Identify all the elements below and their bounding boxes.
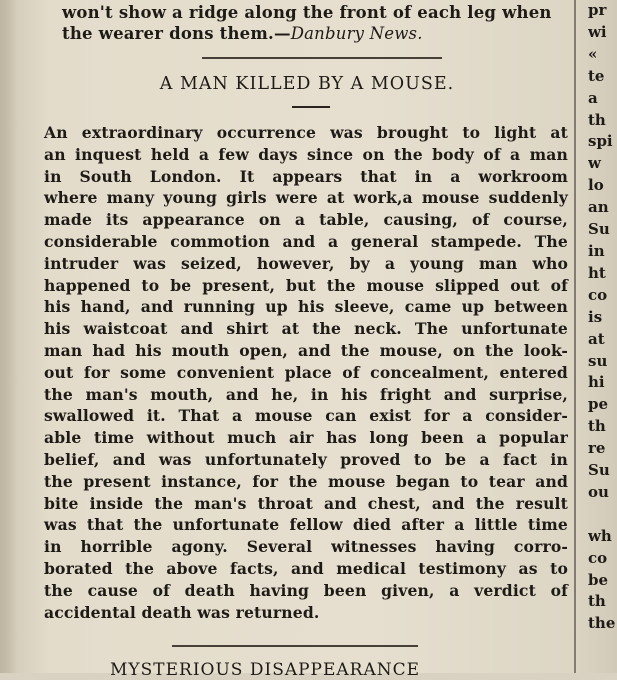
article-line: man had his mouth open, and the mouse, on the look-	[44, 340, 568, 360]
adjacent-column-fragment: is	[588, 307, 603, 326]
adjacent-column-fragment	[588, 504, 617, 526]
previous-article-end	[62, 2, 567, 44]
article-line: where many young girls were at work,a mouse suddenly	[44, 188, 568, 208]
adjacent-column	[588, 0, 617, 673]
headline-rule	[292, 106, 330, 108]
article-line: swallowed it. That a mouse can exist for a consider-	[44, 406, 568, 426]
article-line: considerable commotion and a general stampede. The	[44, 231, 568, 251]
adjacent-column-fragment: ht	[588, 263, 606, 282]
article-line: bite inside the man's throat and chest, and the result	[44, 493, 568, 513]
adjacent-column-fragment: th	[588, 417, 606, 436]
adjacent-column-fragment: co	[588, 548, 608, 567]
adjacent-column-fragment: hi	[588, 373, 605, 392]
article-line: accidental death was returned.	[44, 602, 320, 622]
main-column	[44, 0, 570, 680]
article-line: happened to be present, but the mouse slipped out of	[44, 275, 568, 295]
adjacent-column-fragment: th	[588, 592, 606, 611]
previous-article-source: Danbury News.	[290, 24, 423, 43]
article-line: in South London. It appears that in a workroom	[44, 166, 568, 186]
article-line: his hand, and running up his sleeve, came up between	[44, 297, 568, 317]
adjacent-column-fragment: «	[588, 44, 598, 63]
article-headline: A MAN KILLED BY A MOUSE.	[159, 74, 455, 94]
adjacent-column-fragment: lo	[588, 176, 604, 195]
article-line: out for some convenient place of concealment, entered	[44, 362, 568, 382]
adjacent-column-fragment: at	[588, 329, 605, 348]
article-line: intruder was seized, however, by a young man who	[44, 253, 568, 273]
adjacent-column-fragment: a	[588, 88, 598, 107]
column-divider	[574, 0, 576, 673]
adjacent-column-fragment: the	[588, 614, 616, 633]
previous-article-line	[62, 23, 567, 44]
adjacent-column-fragment: wh	[588, 526, 612, 545]
article-body	[44, 122, 568, 623]
adjacent-column-fragment: th	[588, 110, 606, 129]
adjacent-column-fragment: co	[588, 285, 608, 304]
adjacent-column-fragment: Su	[588, 461, 610, 480]
article-line: made its appearance on a table, causing, of course,	[44, 210, 568, 230]
adjacent-column-fragment: su	[588, 351, 608, 370]
article-line: the present instance, for the mouse began to tear and	[44, 471, 568, 491]
article-line: able time without much air has long been a popular	[44, 428, 568, 448]
article-line: in horrible agony. Several witnesses having corro-	[44, 537, 568, 557]
article-line: belief, and was unfortunately proved to be a fact in	[44, 449, 568, 469]
previous-article-line-text: the wearer dons them.—	[62, 24, 291, 43]
adjacent-column-fragment: pr	[588, 1, 607, 19]
article-line: An extraordinary occurrence was brought to light at	[44, 123, 568, 142]
section-rule-bottom	[172, 645, 418, 647]
adjacent-column-fragment: be	[588, 570, 609, 589]
article-line: was that the unfortunate fellow died after a little time	[44, 515, 568, 535]
adjacent-column-fragment: an	[588, 198, 609, 217]
article-line: an inquest held a few days since on the body of a man	[44, 144, 568, 164]
previous-article-line: won't show a ridge along the front of each leg when	[62, 3, 552, 22]
adjacent-column-fragment: wi	[588, 22, 607, 41]
adjacent-column-fragment: pe	[588, 395, 609, 414]
article-line: the cause of death having been given, a verdict of	[44, 580, 568, 600]
adjacent-column-fragment: in	[588, 241, 605, 260]
adjacent-column-fragment: w	[588, 154, 601, 173]
adjacent-column-fragment: te	[588, 66, 605, 85]
adjacent-column-fragment: spi	[588, 132, 613, 151]
article-line: borated the above facts, and medical testimony as to	[44, 558, 568, 578]
adjacent-column-fragment: Su	[588, 220, 610, 239]
article-line: the man's mouth, and he, in his fright and surprise,	[44, 384, 568, 404]
adjacent-column-fragment: re	[588, 439, 606, 458]
next-article-headline: MYSTERIOUS DISAPPEARANCE	[110, 660, 421, 680]
adjacent-column-fragment: ou	[588, 482, 609, 501]
section-rule	[202, 57, 442, 59]
article-line: his waistcoat and shirt at the neck. The unfortunate	[44, 319, 568, 339]
page-edge-shadow	[0, 0, 18, 673]
